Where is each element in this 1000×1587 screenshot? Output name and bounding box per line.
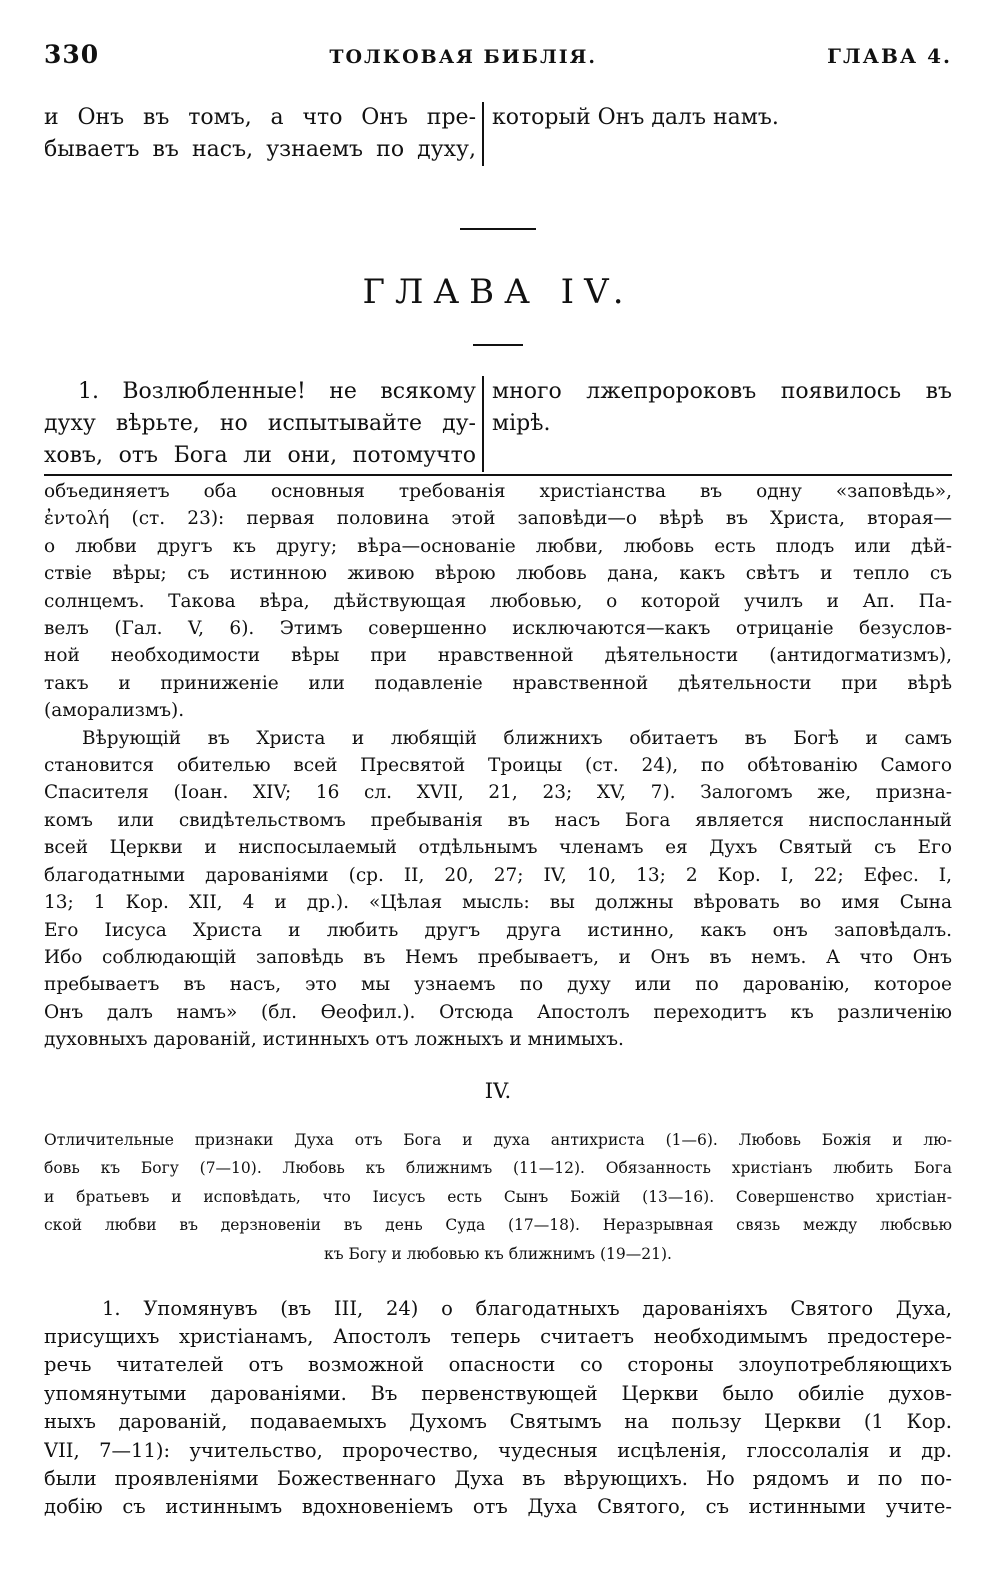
text-commentary-divider [44, 474, 952, 476]
text-line: объединяетъ оба основныя требованія христіанства въ одну «заповѣдь», [44, 481, 952, 502]
verse-line: и Онъ въ томъ, а что Онъ пре- [44, 105, 476, 130]
running-head [44, 40, 952, 72]
commentary-paragraph [44, 725, 952, 1054]
divider-rule [473, 344, 523, 346]
text-line: ной необходимости вѣры при нравственной дѣятельности (антидогматизмъ), [44, 645, 952, 667]
text-line: 13; 1 Кор. XII, 4 и др.). «Цѣлая мысль: вы должны вѣровать во имя Сына [44, 892, 952, 914]
top-verse-right-column [484, 102, 952, 166]
commentary-verse-1 [44, 1295, 952, 1522]
verse-1-block [44, 376, 952, 472]
text-line: пребываетъ въ насъ, это мы узнаемъ по духу или по дарованію, которое [44, 974, 952, 996]
text-line: комъ или свидѣтельствомъ пребыванія въ насъ Бога является ниспосланный [44, 809, 952, 831]
chapter-reference: ГЛАВА 4. [827, 44, 952, 68]
text-line: велъ (Гал. V, 6). Этимъ совершенно исключаются—какъ отрицаніе безуслов- [44, 618, 952, 640]
text-line: Ибо соблюдающій заповѣдь въ Немъ пребываетъ, и Онъ въ немъ. А что Онъ [44, 946, 952, 968]
text-line: становится обителью всей Пресвятой Троицы (ст. 24), по обѣтованію Самого [44, 755, 952, 777]
text-line: Его Іисуса Христа и любить другъ друга истинно, какъ онъ заповѣдалъ. [44, 919, 952, 941]
verse-line: бываетъ въ насъ, узнаемъ по духу, [44, 137, 476, 162]
text-line: ἐντολή (ст. 23): первая половина этой заповѣди—о вѣрѣ въ Христа, вторая— [44, 508, 952, 530]
verse-1-left-column [44, 376, 484, 472]
page-number: 330 [44, 40, 100, 69]
summary-line: и братьевъ и исповѣдать, что Іисусъ есть Сынъ Божій (13—16). Совершенство христіан- [44, 1187, 952, 1206]
commentary-section [44, 478, 952, 1054]
summary-line: бовь къ Богу (7—10). Любовь къ ближнимъ (11—12). Обязанность христіанъ любить Бога [44, 1159, 952, 1178]
text-line: солнцемъ. Такова вѣра, дѣйствующая любовью, о которой училъ и Ап. Па- [44, 590, 952, 612]
verse-line: 1. Возлюбленные! не всякому [78, 379, 476, 404]
text-line: такъ и приниженіе или подавленіе нравственной дѣятельности при вѣрѣ [44, 672, 952, 694]
text-line: благодатными дарованіями (ср. II, 20, 27; IV, 10, 13; 2 Кор. I, 22; Ефес. I, [44, 864, 952, 886]
text-line: присущихъ христіанамъ, Апостолъ теперь считаетъ необходимымъ предостере- [44, 1324, 952, 1348]
text-line: VII, 7—11): учительство, пророчество, чудесныя исцѣленія, глоссолалія и др. [44, 1438, 952, 1462]
chapter-summary [44, 1126, 952, 1269]
verse-line: который Онъ далъ намъ. [492, 105, 779, 130]
text-line: речь читателей отъ возможной опасности со стороны злоупотребляющихъ [44, 1353, 952, 1377]
summary-line: ской любви въ дерзновеніи въ день Суда (17—18). Неразрывная связь между любсвью [44, 1216, 952, 1235]
text-line: Спасителя (Іоан. XIV; 16 сл. XVII, 21, 23; XV, 7). Залогомъ же, призна- [44, 782, 952, 804]
commentary-paragraph [44, 478, 952, 725]
text-line: были проявленіями Божественнаго Духа въ вѣрующихъ. Но рядомъ и по по- [44, 1466, 952, 1490]
text-line: ствіе вѣры; съ истинною живою вѣрою любовь дана, какъ свѣтъ и тепло съ [44, 563, 952, 585]
verse-line: ховъ, отъ Бога ли они, потомучто [44, 443, 476, 468]
verse-1-right-column [484, 376, 952, 472]
text-line: добію съ истиннымъ вдохновеніемъ отъ Духа Святого, съ истинными учите- [44, 1495, 952, 1519]
text-line: духовныхъ дарованій, истинныхъ отъ ложныхъ и мнимыхъ. [44, 1029, 624, 1051]
text-line: ныхъ дарованій, подаваемыхъ Духомъ Святымъ на пользу Церкви (1 Кор. [44, 1410, 952, 1434]
text-line: упомянутыми дарованіями. Въ первенствующей Церкви было обиліе духов- [44, 1381, 952, 1405]
text-line: о любви другъ къ другу; вѣра—основаніе любви, любовь есть плодъ или дѣй- [44, 535, 952, 557]
summary-line: Отличительные признаки Духа отъ Бога и духа антихриста (1—6). Любовь Божія и лю- [44, 1130, 952, 1149]
chapter-heading: ГЛАВА IV. [362, 272, 634, 312]
verse-line: духу вѣрьте, но испытывайте ду- [44, 411, 476, 436]
top-verse-left-column [44, 102, 484, 166]
text-line: Онъ далъ намъ» (бл. Ѳеофил.). Отсюда Апостолъ переходитъ къ различенію [44, 1001, 952, 1023]
section-number: IV. [484, 1078, 512, 1103]
divider-rule [460, 228, 536, 230]
top-verse-block [44, 102, 952, 166]
verse-line: много лжепророковъ появилось въ [492, 379, 952, 404]
text-line: Вѣрующій въ Христа и любящій ближнихъ обитаетъ въ Богѣ и самъ [82, 727, 952, 749]
text-line: 1. Упомянувъ (въ III, 24) о благодатныхъ дарованіяхъ Святого Духа, [102, 1296, 952, 1320]
book-title: ТОЛКОВАЯ БИБЛІЯ. [329, 46, 598, 68]
text-line: всей Церкви и ниспосылаемый отдѣльнымъ членамъ ея Духъ Святый съ Его [44, 837, 952, 859]
verse-line: мірѣ. [492, 411, 551, 436]
text-line: (аморализмъ). [44, 700, 185, 722]
summary-line: къ Богу и любовью къ ближнимъ (19—21). [324, 1244, 672, 1263]
